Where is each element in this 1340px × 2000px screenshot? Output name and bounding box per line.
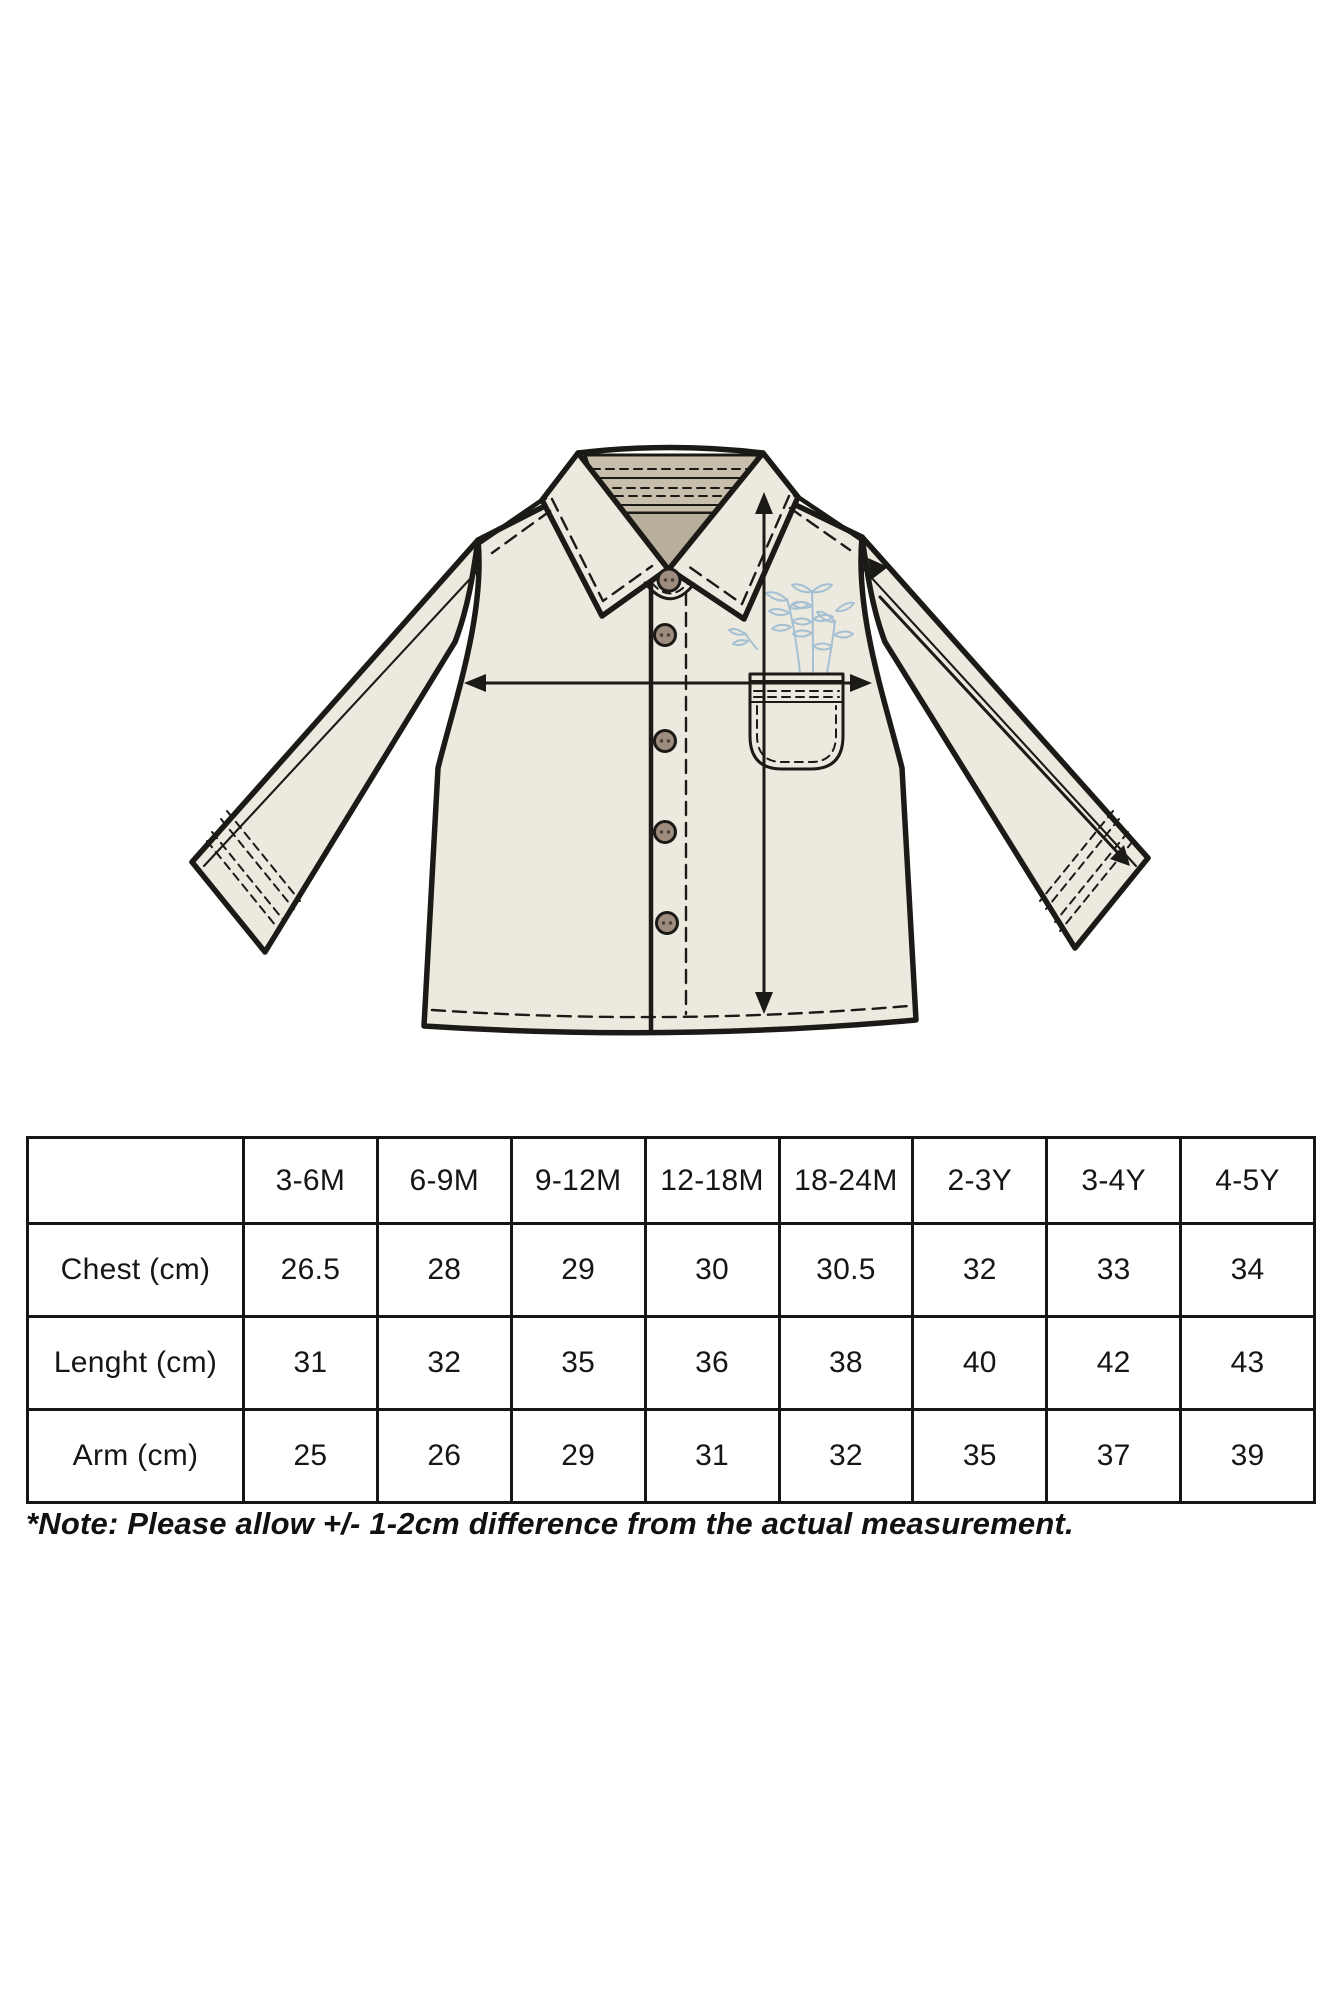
size-value-cell: 31	[244, 1317, 378, 1410]
header-row	[28, 1138, 1315, 1224]
size-value-cell: 42	[1047, 1317, 1181, 1410]
col-header: 6-9M	[377, 1138, 511, 1224]
col-header: 18-24M	[779, 1138, 913, 1224]
col-header: 4-5Y	[1181, 1138, 1315, 1224]
col-header: 9-12M	[511, 1138, 645, 1224]
collar-button	[658, 569, 680, 591]
size-value-cell: 25	[244, 1410, 378, 1503]
size-value-cell: 32	[779, 1410, 913, 1503]
size-table	[26, 1136, 1316, 1504]
size-value-cell: 29	[511, 1410, 645, 1503]
size-value-cell: 31	[645, 1410, 779, 1503]
size-value-cell: 32	[377, 1317, 511, 1410]
size-value-cell: 38	[779, 1317, 913, 1410]
size-value-cell: 33	[1047, 1224, 1181, 1317]
button	[655, 731, 676, 752]
measurement-note: *Note: Please allow +/- 1-2cm difference from the actual measurement.	[26, 1506, 1074, 1541]
button	[655, 822, 676, 843]
row-label: Arm (cm)	[28, 1410, 244, 1503]
size-value-cell: 28	[377, 1224, 511, 1317]
size-value-cell: 37	[1047, 1410, 1181, 1503]
table-row-length	[28, 1317, 1315, 1410]
size-value-cell: 29	[511, 1224, 645, 1317]
button	[655, 625, 676, 646]
size-value-cell: 40	[913, 1317, 1047, 1410]
size-value-cell: 35	[511, 1317, 645, 1410]
size-value-cell: 26.5	[244, 1224, 378, 1317]
size-value-cell: 30	[645, 1224, 779, 1317]
collar-top-edge	[578, 448, 763, 454]
col-header: 12-18M	[645, 1138, 779, 1224]
button	[657, 913, 678, 934]
size-value-cell: 39	[1181, 1410, 1315, 1503]
col-header: 2-3Y	[913, 1138, 1047, 1224]
size-value-cell: 36	[645, 1317, 779, 1410]
size-value-cell: 43	[1181, 1317, 1315, 1410]
size-value-cell: 30.5	[779, 1224, 913, 1317]
col-header: 3-4Y	[1047, 1138, 1181, 1224]
col-header: 3-6M	[244, 1138, 378, 1224]
size-value-cell: 34	[1181, 1224, 1315, 1317]
size-value-cell: 26	[377, 1410, 511, 1503]
row-label: Chest (cm)	[28, 1224, 244, 1317]
corner-cell	[28, 1138, 244, 1224]
size-value-cell: 32	[913, 1224, 1047, 1317]
table-row-arm	[28, 1410, 1315, 1503]
table-row-chest	[28, 1224, 1315, 1317]
size-value-cell: 35	[913, 1410, 1047, 1503]
row-label: Lenght (cm)	[28, 1317, 244, 1410]
